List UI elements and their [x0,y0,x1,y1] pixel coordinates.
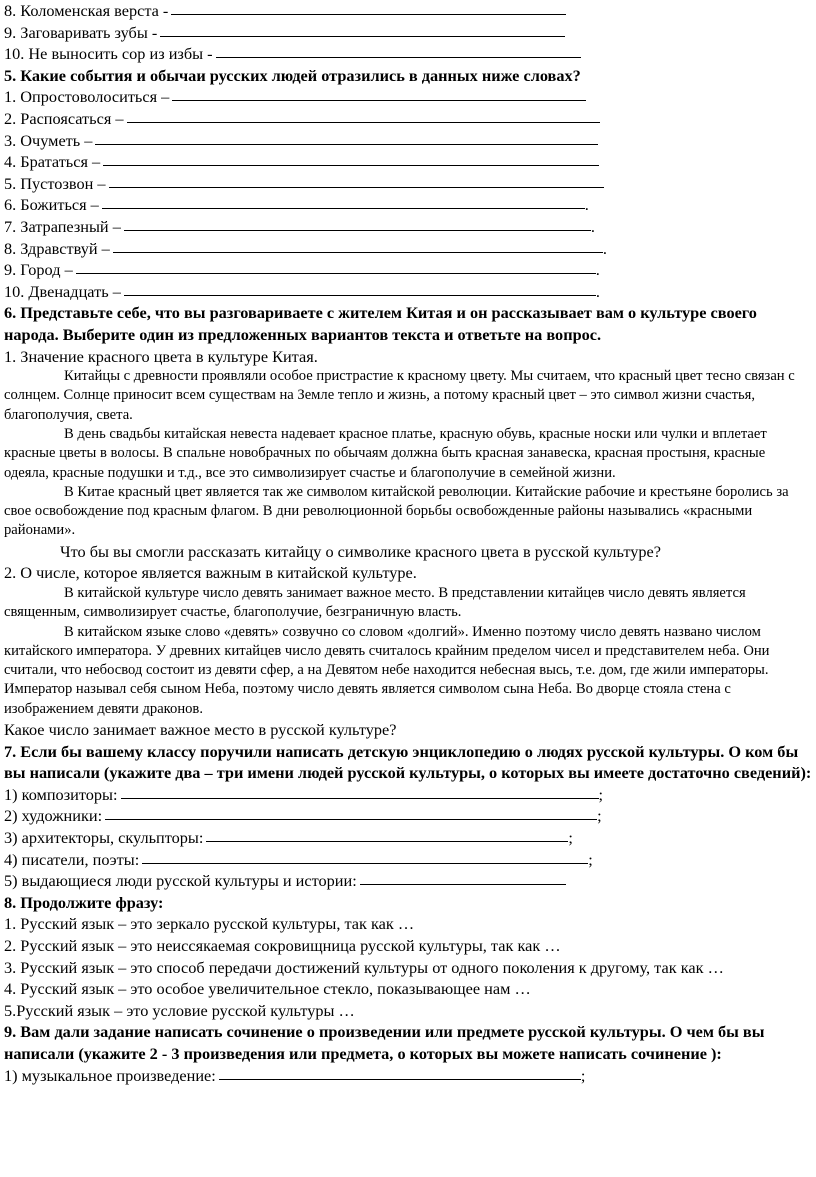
item-text: 8. Здравствуй – [4,238,110,258]
answer-line[interactable] [160,36,565,37]
answer-line[interactable] [172,100,586,101]
list-item [4,22,812,44]
answer-line[interactable] [76,273,596,274]
question-title: 8. Продолжите фразу: [4,892,164,912]
previous-task-list [4,0,812,65]
question-9 [4,1021,812,1086]
question-6 [4,302,812,740]
question-title: 6. Представьте себе, что вы разговариваете с жителем Китая и он рассказывает вам о культуре своего народа. Выберите один из предложенных вариантов текста и ответьте на вопрос. [4,303,757,344]
question-title: 9. Вам дали задание написать сочинение о произведении или предмете русской культуры. О чем бы вы написали (укажите 2 - 3 произведения или предмета, о которых вы можете написать сочинение ): [4,1022,765,1063]
item-text: 4. Брататься – [4,152,101,172]
paragraph: В Китае красный цвет является так же символом китайской революции. Китайские рабочие и крестьяне боролись за свое освобождение под красным флагом. В дни революционной борьбы освобожденные районы назывались «красными районами». [4,483,789,539]
answer-line[interactable] [105,819,597,820]
answer-line[interactable] [103,165,599,166]
item-text: 10. Двенадцать – [4,281,121,301]
list-item [4,86,812,108]
item-end: . [595,260,600,280]
item-text: 5. Пустозвон – [4,173,106,193]
list-item [4,1065,812,1087]
paragraph: В китайском языке слово «девять» созвучно со словом «долгий». Именно поэтому число девять названо числом китайского императора. У древних китайцев число девять считалось крайним пределом чисел и представителем неба. Они считали, что небосвод состоит из девяти сфер, а на Девятом небе находится небесная высь, т.е. дом, где жили императоры. Император называл себя сыном Неба, поэтому число девять является символом сына Неба. Во дворце стояла стена с изображением девяти драконов. [4,623,770,717]
question-7 [4,741,812,892]
answer-line[interactable] [124,295,596,296]
item-end: . [595,281,600,301]
answer-line[interactable] [109,187,604,188]
list-item [4,827,812,849]
question-title: 7. Если бы вашему классу поручили написать детскую энциклопедию о людях русской культуры. О ком бы вы написали (укажите два – три имени людей русской культуры, о которых вы имеете достаточно сведений): [4,741,812,783]
list-item: 5.Русский язык – это условие русской культуры … [4,1000,355,1020]
item-text: 1) музыкальное произведение: [4,1065,216,1085]
option-question: Какое число занимает важное место в русской культуре? [4,720,397,740]
item-text: 10. Не выносить сор из избы - [4,44,213,64]
list-item: 2. Русский язык – это неиссякаемая сокровищница русской культуры, так как … [4,935,561,955]
item-text: 5) выдающиеся люди русской культуры и истории: [4,871,357,891]
list-item [4,130,812,152]
question-title: 5. Какие события и обычаи русских людей отразились в данных ниже словах? [4,65,581,85]
item-text: 1. Опростоволоситься – [4,87,170,107]
answer-line[interactable] [127,122,600,123]
list-item [4,194,812,216]
question-8 [4,892,812,1022]
list-item [4,259,812,281]
answer-line[interactable] [121,798,599,799]
item-end: ; [598,784,604,804]
list-item [4,151,812,173]
list-item: 1. Русский язык – это зеркало русской культуры, так как … [4,914,415,934]
item-text: 1) композиторы: [4,784,118,804]
item-text: 8. Коломенская верста - [4,1,169,20]
item-end: . [584,195,589,215]
paragraph: В день свадьбы китайская невеста надевает красное платье, красную обувь, красные носки или чулки и вплетает красные цветы в волосы. В спальне новобрачных по обычаям должна быть красная занавеска, красная простыня, красные одеяла, красные подушки и т.д., все это символизирует счастье и благополучие в семейной жизни. [4,425,767,481]
answer-line[interactable] [102,208,585,209]
item-text: 3) архитекторы, скульпторы: [4,828,204,847]
answer-line[interactable] [113,252,603,253]
answer-line[interactable] [95,144,598,145]
answer-line[interactable] [219,1079,581,1080]
item-end: ; [580,1065,586,1085]
item-text: 3. Очуметь – [4,130,93,150]
list-item [4,281,812,303]
list-item [4,216,812,238]
item-end: . [590,216,595,236]
option-title: 2. О числе, которое является важным в китайской культуре. [4,563,417,583]
item-end: ; [568,828,573,847]
item-text: 2) художники: [4,806,103,826]
item-text: 7. Затрапезный – [4,216,121,236]
item-text: 2. Распоясаться – [4,108,124,128]
option-question: Что бы вы смогли рассказать китайцу о символике красного цвета в русской культуре? [60,541,661,561]
option-title: 1. Значение красного цвета в культуре Китая. [4,346,318,366]
list-item [4,870,812,892]
answer-line[interactable] [171,14,566,15]
item-end: ; [597,806,602,826]
list-item [4,108,812,130]
list-item [4,805,812,827]
item-text: 9. Заговаривать зубы - [4,22,158,42]
question-5 [4,65,812,303]
list-item: 3. Русский язык – это способ передачи достижений культуры от одного поколения к другому, так как … [4,957,724,977]
paragraph: В китайской культуре число девять занимает важное место. В представлении китайцев число девять является священным, символизирует счастье, благополучие, безграничную власть. [4,584,746,621]
item-text: 6. Божиться – [4,195,99,215]
list-item [4,43,812,65]
list-item: 4. Русский язык – это особое увеличительное стекло, показывающее нам … [4,979,531,999]
item-end: . [602,238,607,258]
list-item [4,784,812,806]
item-text: 4) писатели, поэты: [4,849,140,869]
answer-line[interactable] [124,230,591,231]
item-end: ; [588,849,593,869]
answer-line[interactable] [142,863,588,864]
answer-line[interactable] [216,57,581,58]
answer-line[interactable] [206,841,568,842]
paragraph: Китайцы с древности проявляли особое пристрастие к красному цвету. Мы считаем, что красный цвет тесно связан с солнцем. Солнце приносит всем существам на Земле тепло и жизнь, а потому красный цвет – это символ жизни счастья, благополучия, света. [4,368,795,423]
list-item [4,0,812,22]
list-item [4,849,812,871]
item-text: 9. Город – [4,260,73,280]
answer-line[interactable] [360,884,566,885]
list-item [4,238,812,260]
list-item [4,173,812,195]
